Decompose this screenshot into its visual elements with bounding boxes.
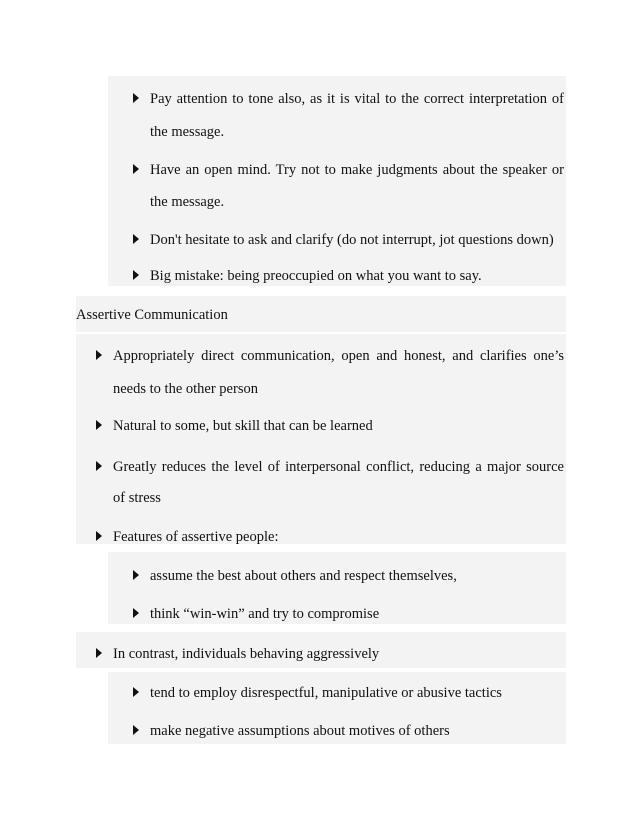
bullet-text-continued: of stress bbox=[113, 490, 161, 506]
bullet-text: Features of assertive people: bbox=[113, 529, 279, 545]
bullet-text-continued: the message. bbox=[150, 124, 225, 140]
bullet-arrow-icon bbox=[96, 648, 102, 658]
bullet-text: Pay attention to tone also, as it is vital to the correct interpretation of bbox=[150, 91, 564, 107]
bullet-text: In contrast, individuals behaving aggressively bbox=[113, 646, 380, 662]
bullet-arrow-icon bbox=[133, 93, 139, 103]
bullet-arrow-icon bbox=[96, 531, 102, 541]
bullet-arrow-icon bbox=[96, 350, 102, 360]
sub-bullet-text: tend to employ disrespectful, manipulative or abusive tactics bbox=[150, 685, 502, 701]
section-heading: Assertive Communication bbox=[76, 307, 228, 323]
sub-bullet-text: think “win-win” and try to compromise bbox=[150, 606, 380, 622]
bullet-text: Greatly reduces the level of interpersonal conflict, reducing a major source bbox=[113, 459, 564, 475]
bullet-text-continued: the message. bbox=[150, 194, 225, 210]
bullet-arrow-icon bbox=[96, 420, 102, 430]
bullet-text: Appropriately direct communication, open and honest, and clarifies one’s bbox=[113, 348, 564, 364]
shade-block bbox=[76, 334, 566, 544]
bullet-text: Don't hesitate to ask and clarify (do not interrupt, jot questions down) bbox=[150, 232, 554, 248]
bullet-arrow-icon bbox=[133, 687, 139, 697]
sub-bullet-text: make negative assumptions about motives of others bbox=[150, 723, 450, 739]
bullet-arrow-icon bbox=[133, 725, 139, 735]
bullet-arrow-icon bbox=[133, 164, 139, 174]
bullet-arrow-icon bbox=[133, 608, 139, 618]
bullet-arrow-icon bbox=[133, 270, 139, 280]
bullet-arrow-icon bbox=[96, 461, 102, 471]
bullet-text-continued: needs to the other person bbox=[113, 381, 258, 397]
bullet-arrow-icon bbox=[133, 234, 139, 244]
bullet-text: Natural to some, but skill that can be learned bbox=[113, 418, 373, 434]
bullet-arrow-icon bbox=[133, 570, 139, 580]
bullet-text: Have an open mind. Try not to make judgments about the speaker or bbox=[150, 162, 564, 178]
bullet-text: Big mistake: being preoccupied on what you want to say. bbox=[150, 268, 482, 284]
sub-bullet-text: assume the best about others and respect themselves, bbox=[150, 568, 457, 584]
